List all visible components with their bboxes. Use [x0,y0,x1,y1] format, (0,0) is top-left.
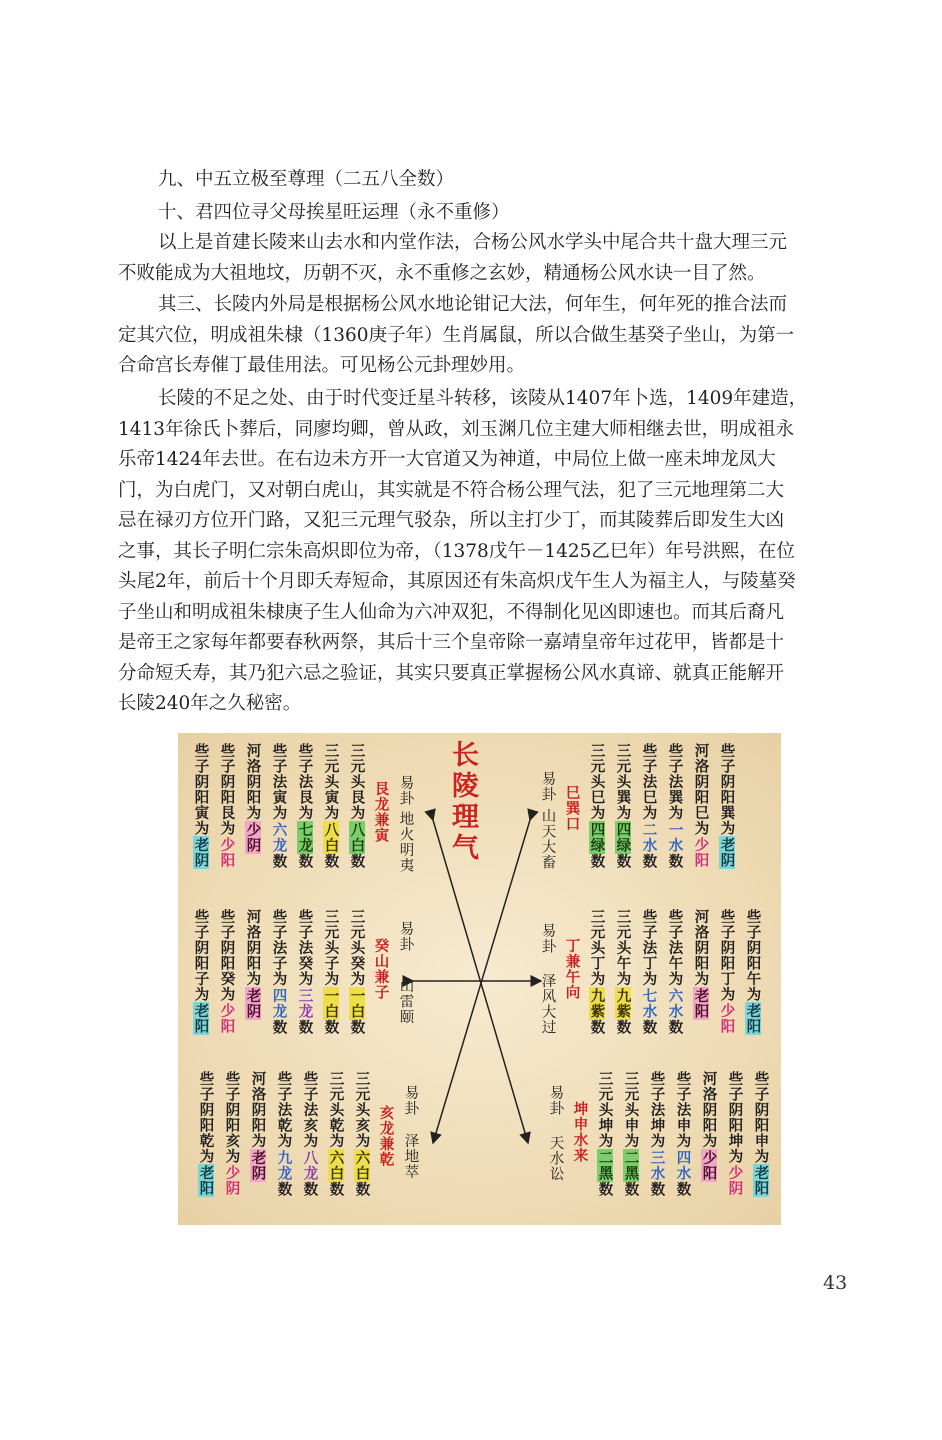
text-line: 子坐山和明成祖朱棣庚子生人仙命为六冲双犯，不得制化见凶即速也。而其后裔凡 [118,601,785,623]
col: 三元头午为九紫数 [614,909,631,1035]
col: 三元头子为一白数 [322,909,339,1035]
col: 些子阴阳丁为少阳 [718,909,735,1034]
col: 河洛阴阳为老阴 [244,909,261,1019]
text-line: 是帝王之家每年都要春秋两祭，其后十三个皇帝除一嘉靖皇帝年过花甲，皆都是十 [118,632,785,653]
col: 些子法子为四龙数 [270,909,287,1035]
col: 泽地萃 [402,1133,419,1180]
col: 些子法坤为三水数 [648,1071,665,1197]
text-line: 门，为白虎门，又对朝白虎山，其实就是不符合杨公理气法，犯了三元地理第二大 [118,479,785,501]
text-line: 不败能成为大祖地坟，历朝不灭，永不重修之玄妙，精通杨公风水诀一目了然。 [118,262,766,284]
col: 些子法巽为一水数 [666,743,683,869]
col: 丁兼午向 [563,938,580,1000]
col: 河洛阴阳巳为少阳 [692,743,709,868]
col: 三元头坤为二黑数 [596,1071,613,1197]
col: 易卦 [397,775,414,806]
text-line: 1413年徐氏卜葬后，同廖均卿，曾从政，刘玉渊几位主建大师相继去世，明成祖永 [118,418,795,440]
col: 些子阴阳癸为少阳 [218,909,235,1034]
text-line: 其三、长陵内外局是根据杨公风水地论钳记大法，何年生，何年死的推合法而 [158,294,788,315]
figure-title: 长陵理气 [447,740,478,864]
text-line: 忌在禄刃方位开门路，又犯三元理气驳杂，所以主打少丁，而其陵葬后即发生大凶 [118,510,785,531]
col: 易卦 [402,1085,419,1116]
col: 些子阴阳寅为老阴 [192,743,209,868]
col: 三元头寅为八白数 [322,743,339,869]
col: 些子阴阳亥为少阴 [223,1071,240,1196]
col: 癸山兼子 [372,938,389,1000]
col: 些子阴阳午为老阳 [744,909,761,1034]
text-line: 乐帝1424年去世。在右边未方开一大官道又为神道，中局位上做一座未坤龙凤大 [118,449,776,470]
col: 些子阴阳子为老阳 [192,909,209,1034]
text-line: 头尾2年，前后十个月即夭寿短命，其原因还有朱高炽戊午生人为福主人，与陵墓癸 [118,571,796,592]
col: 易卦 [547,1085,564,1116]
col: 山雷颐 [397,978,414,1025]
text-line: 长陵的不足之处、由于时代变迁星斗转移，该陵从1407年卜选，1409年建造， [158,388,808,409]
col: 三元头癸为一白数 [348,909,365,1035]
col: 河洛阴阳为老阳 [692,909,709,1019]
col: 些子法艮为七龙数 [296,743,313,869]
col: 些子法寅为六龙数 [270,743,287,869]
col: 三元头艮为八白数 [348,743,365,869]
col: 三元头丁为九紫数 [588,909,605,1035]
col: 天水讼 [547,1135,564,1182]
col: 些子阴阳乾为老阳 [197,1071,214,1196]
paragraph-1 [118,228,853,289]
col: 巳巽口 [563,785,580,832]
col: 河洛阴阳为少阳 [700,1071,717,1181]
text-line: 分命短夭寿，其乃犯六忌之验证，其实只要真正掌握杨公风水真谛、就真正能解开 [118,662,785,684]
col: 河洛阴阳为老阴 [249,1071,266,1181]
col: 些子法午为六水数 [666,909,683,1035]
text-line: 以上是首建长陵来山去水和内堂作法，合杨公风水学头中尾合共十盘大理三元 [158,232,788,253]
col: 三元头申为二黑数 [622,1071,639,1197]
text-line: 长陵240年之久秘密。 [118,693,302,714]
col: 些子阴阳巽为老阴 [718,743,735,868]
col: 三元头乾为六白数 [327,1071,344,1197]
item-10: 十、君四位寻父母挨星旺运理（永不重修） [158,202,510,223]
col: 艮龙兼寅 [372,781,389,843]
paragraph-2 [118,290,853,382]
col: 亥龙兼乾 [377,1105,394,1167]
paragraph-3 [118,384,853,720]
col: 些子法癸为三龙数 [296,909,313,1035]
col: 些子阴阳艮为少阳 [218,743,235,868]
col: 些子法巳为二水数 [640,743,657,869]
col: 些子阴阳申为老阳 [752,1071,769,1196]
col: 些子法乾为九龙数 [275,1071,292,1197]
col: 些子法丁为七水数 [640,909,657,1035]
col: 山天大畜 [539,808,556,870]
page-number: 43 [823,1272,848,1294]
col: 易卦 [539,923,556,954]
col: 易卦 [397,921,414,952]
col: 坤申水来 [571,1101,588,1163]
col: 三元头巽为四绿数 [614,743,631,869]
text-line: 之事，其长子明仁宗朱高炽即位为帝，（1378戊午－1425乙巳年）年号洪熙，在位 [118,540,795,562]
col: 泽风大过 [539,973,556,1035]
col: 三元头亥为六白数 [353,1071,370,1197]
text-line: 定其穴位，明成祖朱棣（1360庚子年）生肖属鼠，所以合做生基癸子坐山，为第一 [118,324,795,346]
text-line: 合命宫长寿催丁最佳用法。可见杨公元卦理妙用。 [118,355,526,376]
changling-liqi-figure [178,733,781,1225]
col: 易卦 [539,771,556,802]
col: 河洛阴阳为少阴 [244,743,261,853]
item-9: 九、中五立极至尊理（二五八全数） [158,169,455,190]
col: 三元头巳为四绿数 [588,743,605,869]
col: 些子阴阳坤为少阴 [726,1071,743,1196]
col: 些子法亥为八龙数 [301,1071,318,1197]
col: 些子法申为四水数 [674,1071,691,1197]
col: 地火明夷 [397,811,414,873]
